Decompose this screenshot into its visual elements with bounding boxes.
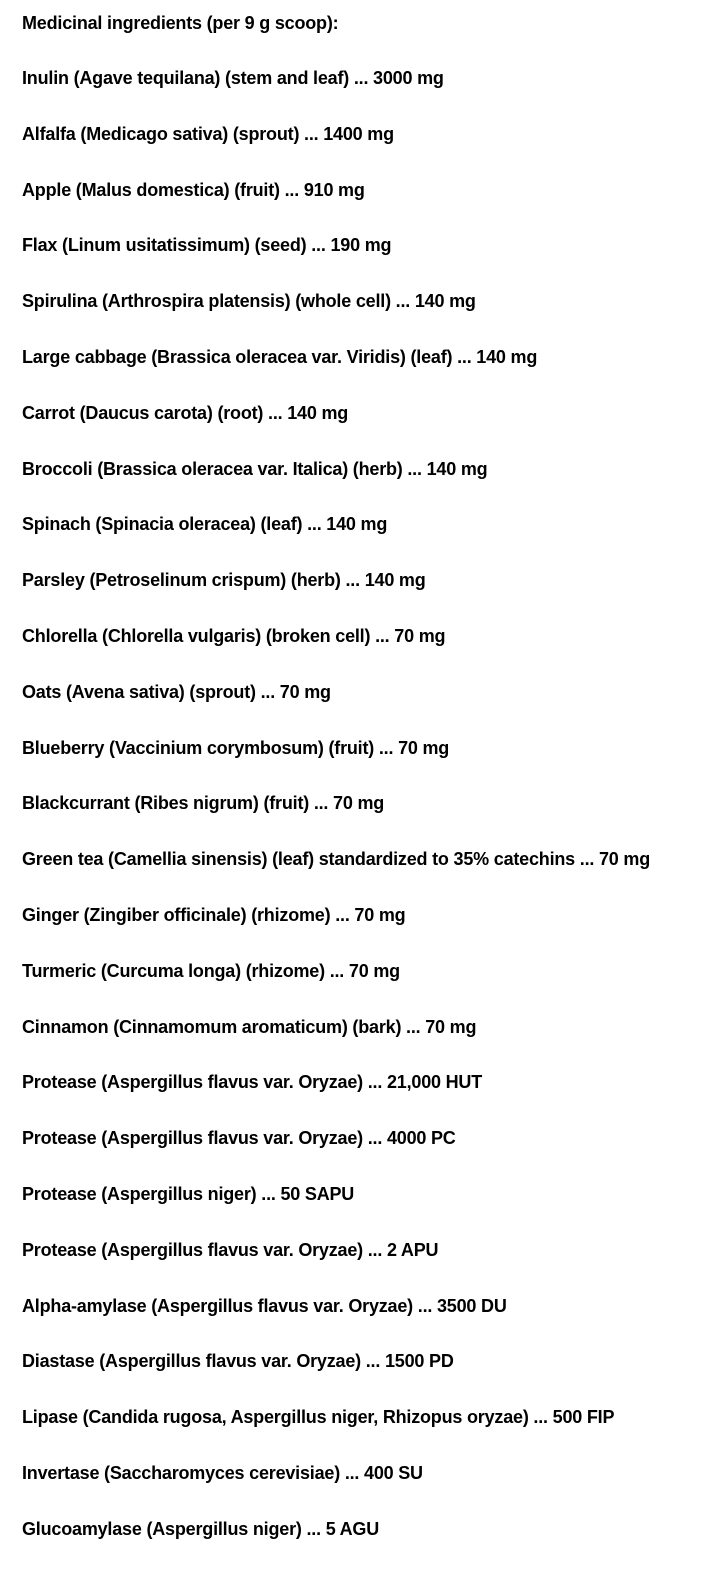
ingredient-line: Protease (Aspergillus flavus var. Oryzae) ... 21,000 HUT bbox=[22, 1072, 483, 1093]
ingredient-line: Protease (Aspergillus flavus var. Oryzae) ... 4000 PC bbox=[22, 1128, 456, 1149]
ingredient-line: Protease (Aspergillus niger) ... 50 SAPU bbox=[22, 1183, 355, 1204]
ingredient-line: Blueberry (Vaccinium corymbosum) (fruit) ... 70 mg bbox=[22, 737, 450, 758]
ingredient-line: Carrot (Daucus carota) (root) ... 140 mg bbox=[22, 402, 349, 423]
ingredient-line: Ginger (Zingiber officinale) (rhizome) ... 70 mg bbox=[22, 904, 406, 925]
ingredient-list bbox=[22, 66, 650, 1573]
ingredient-line: Cinnamon (Cinnamomum aromaticum) (bark) ... 70 mg bbox=[22, 1016, 477, 1037]
ingredients-heading: Medicinal ingredients (per 9 g scoop): bbox=[22, 13, 339, 33]
ingredient-line: Lipase (Candida rugosa, Aspergillus niger, Rhizopus oryzae) ... 500 FIP bbox=[22, 1407, 615, 1428]
ingredient-line: Invertase (Saccharomyces cerevisiae) ... 400 SU bbox=[22, 1462, 423, 1483]
ingredient-line: Blackcurrant (Ribes nigrum) (fruit) ... 70 mg bbox=[22, 793, 385, 814]
ingredient-line: Spirulina (Arthrospira platensis) (whole cell) ... 140 mg bbox=[22, 291, 476, 312]
ingredient-line: Apple (Malus domestica) (fruit) ... 910 mg bbox=[22, 179, 365, 200]
ingredient-line: Alpha-amylase (Aspergillus flavus var. Oryzae) ... 3500 DU bbox=[22, 1295, 507, 1316]
ingredient-line: Diastase (Aspergillus flavus var. Oryzae) ... 1500 PD bbox=[22, 1351, 454, 1372]
ingredient-line: Protease (Aspergillus flavus var. Oryzae) ... 2 APU bbox=[22, 1239, 439, 1260]
ingredient-line: Spinach (Spinacia oleracea) (leaf) ... 140 mg bbox=[22, 514, 388, 535]
ingredient-line: Flax (Linum usitatissimum) (seed) ... 190 mg bbox=[22, 235, 392, 256]
ingredient-line: Chlorella (Chlorella vulgaris) (broken cell) ... 70 mg bbox=[22, 625, 446, 646]
ingredient-line: Parsley (Petroselinum crispum) (herb) ... 140 mg bbox=[22, 570, 426, 591]
ingredient-line: Large cabbage (Brassica oleracea var. Viridis) (leaf) ... 140 mg bbox=[22, 346, 538, 367]
ingredient-line: Turmeric (Curcuma longa) (rhizome) ... 70 mg bbox=[22, 960, 400, 981]
ingredient-line: Broccoli (Brassica oleracea var. Italica) (herb) ... 140 mg bbox=[22, 458, 488, 479]
ingredient-line: Alfalfa (Medicago sativa) (sprout) ... 1400 mg bbox=[22, 123, 394, 144]
ingredient-line: Oats (Avena sativa) (sprout) ... 70 mg bbox=[22, 681, 331, 702]
ingredient-line: Green tea (Camellia sinensis) (leaf) standardized to 35% catechins ... 70 mg bbox=[22, 849, 651, 870]
ingredient-line: Inulin (Agave tequilana) (stem and leaf) ... 3000 mg bbox=[22, 68, 444, 88]
ingredient-line: Glucoamylase (Aspergillus niger) ... 5 AGU bbox=[22, 1518, 380, 1539]
